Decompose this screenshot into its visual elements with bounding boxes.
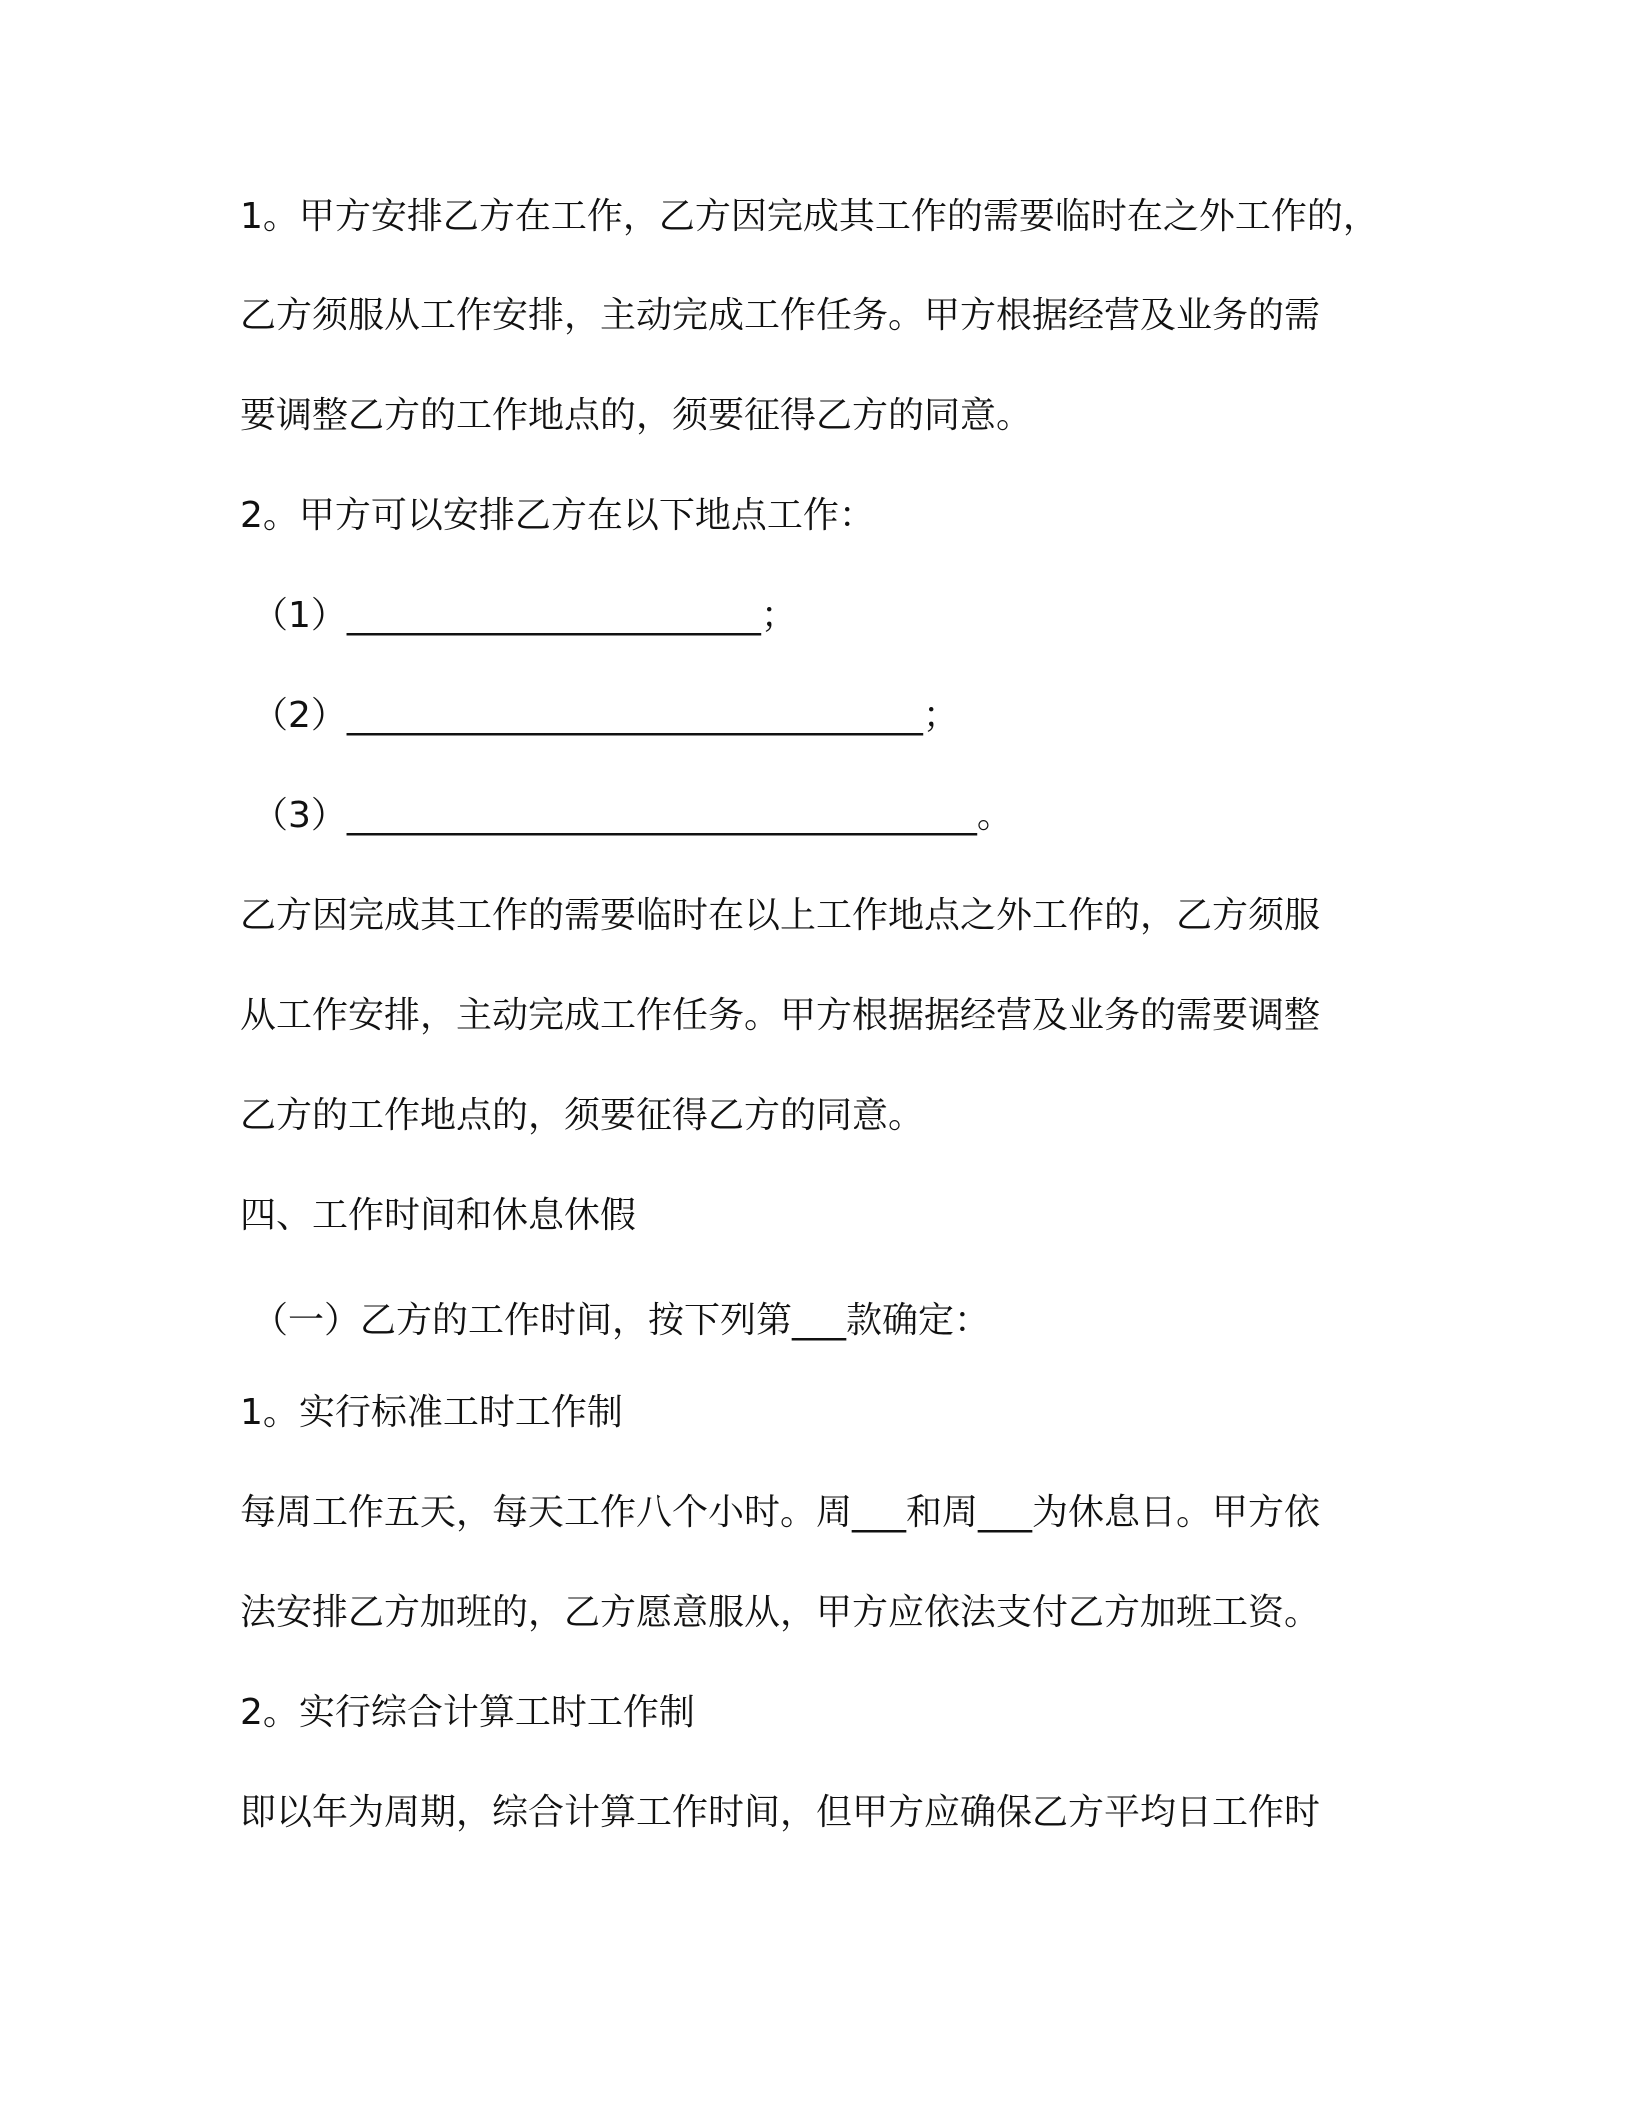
paragraph-line: 要调整乙方的工作地点的，须要征得乙方的同意。	[240, 395, 1033, 436]
paragraph-line: 即以年为周期，综合计算工作时间，但甲方应确保乙方平均日工作时	[240, 1792, 1321, 1833]
list-item-heading: 1。实行标准工时工作制	[240, 1392, 623, 1433]
section-heading: 四、工作时间和休息休假	[240, 1195, 637, 1236]
blank-field-line: （1）_______________________；	[252, 595, 797, 636]
paragraph-line: 乙方因完成其工作的需要临时在以上工作地点之外工作的，乙方须服	[240, 895, 1321, 936]
list-item-heading: 2。实行综合计算工时工作制	[240, 1692, 695, 1733]
paragraph-line: 从工作安排，主动完成工作任务。甲方根据据经营及业务的需要调整	[240, 995, 1321, 1036]
paragraph-line: 每周工作五天，每天工作八个小时。周___和周___为休息日。甲方依	[240, 1492, 1321, 1533]
paragraph-line: 乙方的工作地点的，须要征得乙方的同意。	[240, 1095, 925, 1136]
list-item-heading: 2。甲方可以安排乙方在以下地点工作：	[240, 495, 875, 536]
subsection-heading: （一）乙方的工作时间，按下列第___款确定：	[252, 1300, 991, 1341]
paragraph-line: 法安排乙方加班的，乙方愿意服从，甲方应依法支付乙方加班工资。	[240, 1592, 1321, 1633]
paragraph-line: 乙方须服从工作安排，主动完成工作任务。甲方根据经营及业务的需	[240, 295, 1321, 336]
blank-field-line: （2）________________________________；	[252, 695, 959, 736]
blank-field-line: （3）___________________________________。	[252, 795, 1013, 836]
paragraph-line: 1。甲方安排乙方在工作，乙方因完成其工作的需要临时在之外工作的，	[240, 196, 1379, 237]
